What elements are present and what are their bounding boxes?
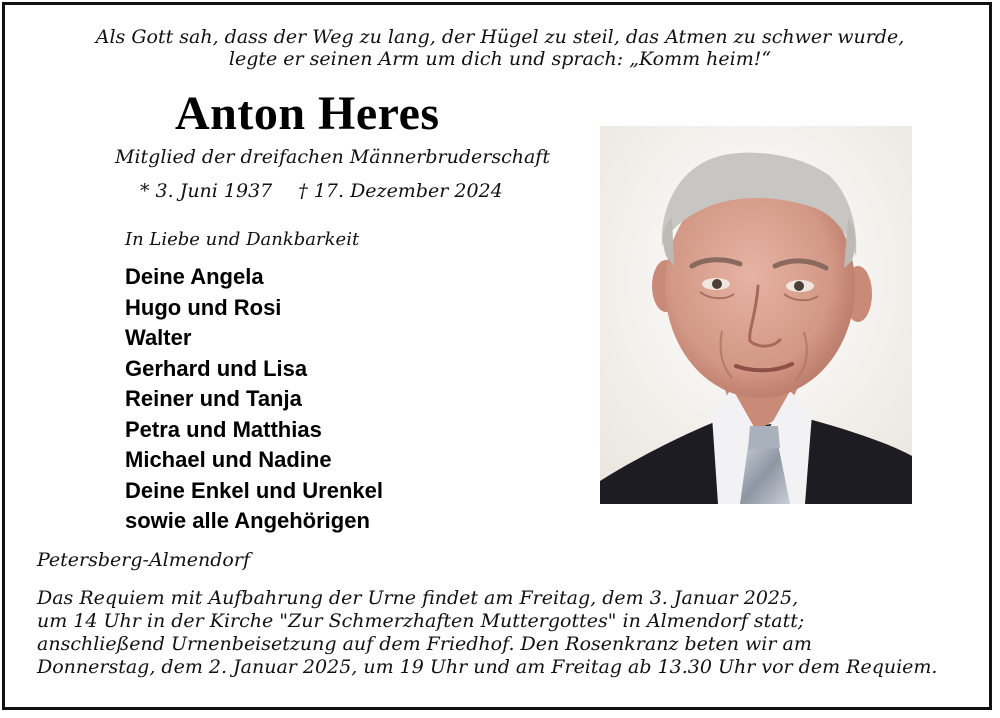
mourner-name: sowie alle Angehörigen — [125, 508, 370, 533]
deceased-name: Anton Heres — [175, 87, 440, 140]
service-line: Donnerstag, dem 2. Januar 2025, um 19 Uhr und am Freitag ab 13.30 Uhr vor dem Requiem. — [37, 656, 938, 678]
service-line: anschließend Urnenbeisetzung auf dem Friedhof. Den Rosenkranz beten wir am — [37, 633, 812, 655]
mourner-name: Walter — [125, 325, 192, 350]
mourners-list — [125, 262, 383, 537]
mourner-name: Reiner und Tanja — [125, 386, 302, 411]
death-date: † 17. Dezember 2024 — [298, 180, 503, 202]
service-line: um 14 Uhr in der Kirche "Zur Schmerzhaften Muttergottes" in Almendorf statt; — [37, 610, 805, 632]
mourner-name: Gerhard und Lisa — [125, 355, 308, 381]
service-details — [37, 587, 937, 679]
birth-date: * 3. Juni 1937 — [140, 180, 273, 202]
mourner-name: Deine Enkel und Urenkel — [125, 477, 383, 503]
life-dates — [140, 180, 503, 202]
mourner-name: Petra und Matthias — [125, 416, 322, 442]
service-line: Das Requiem mit Aufbahrung der Urne findet am Freitag, dem 3. Januar 2025, — [37, 587, 799, 609]
quote-line-2: legte er seinen Arm um dich und sprach: „Komm heim!“ — [228, 48, 772, 70]
portrait-photo — [600, 126, 912, 504]
membership: Mitglied der dreifachen Männerbruderschaft — [115, 146, 550, 168]
mourner-name: Hugo und Rosi — [125, 294, 282, 320]
mourner-name: Deine Angela — [125, 264, 264, 289]
mourner-name: Michael und Nadine — [125, 447, 332, 472]
mourners-intro: In Liebe und Dankbarkeit — [125, 229, 360, 250]
location: Petersberg-Almendorf — [37, 549, 250, 571]
quote-line-1: Als Gott sah, dass der Weg zu lang, der Hügel zu steil, das Atmen zu schwer wurde, — [95, 26, 905, 48]
